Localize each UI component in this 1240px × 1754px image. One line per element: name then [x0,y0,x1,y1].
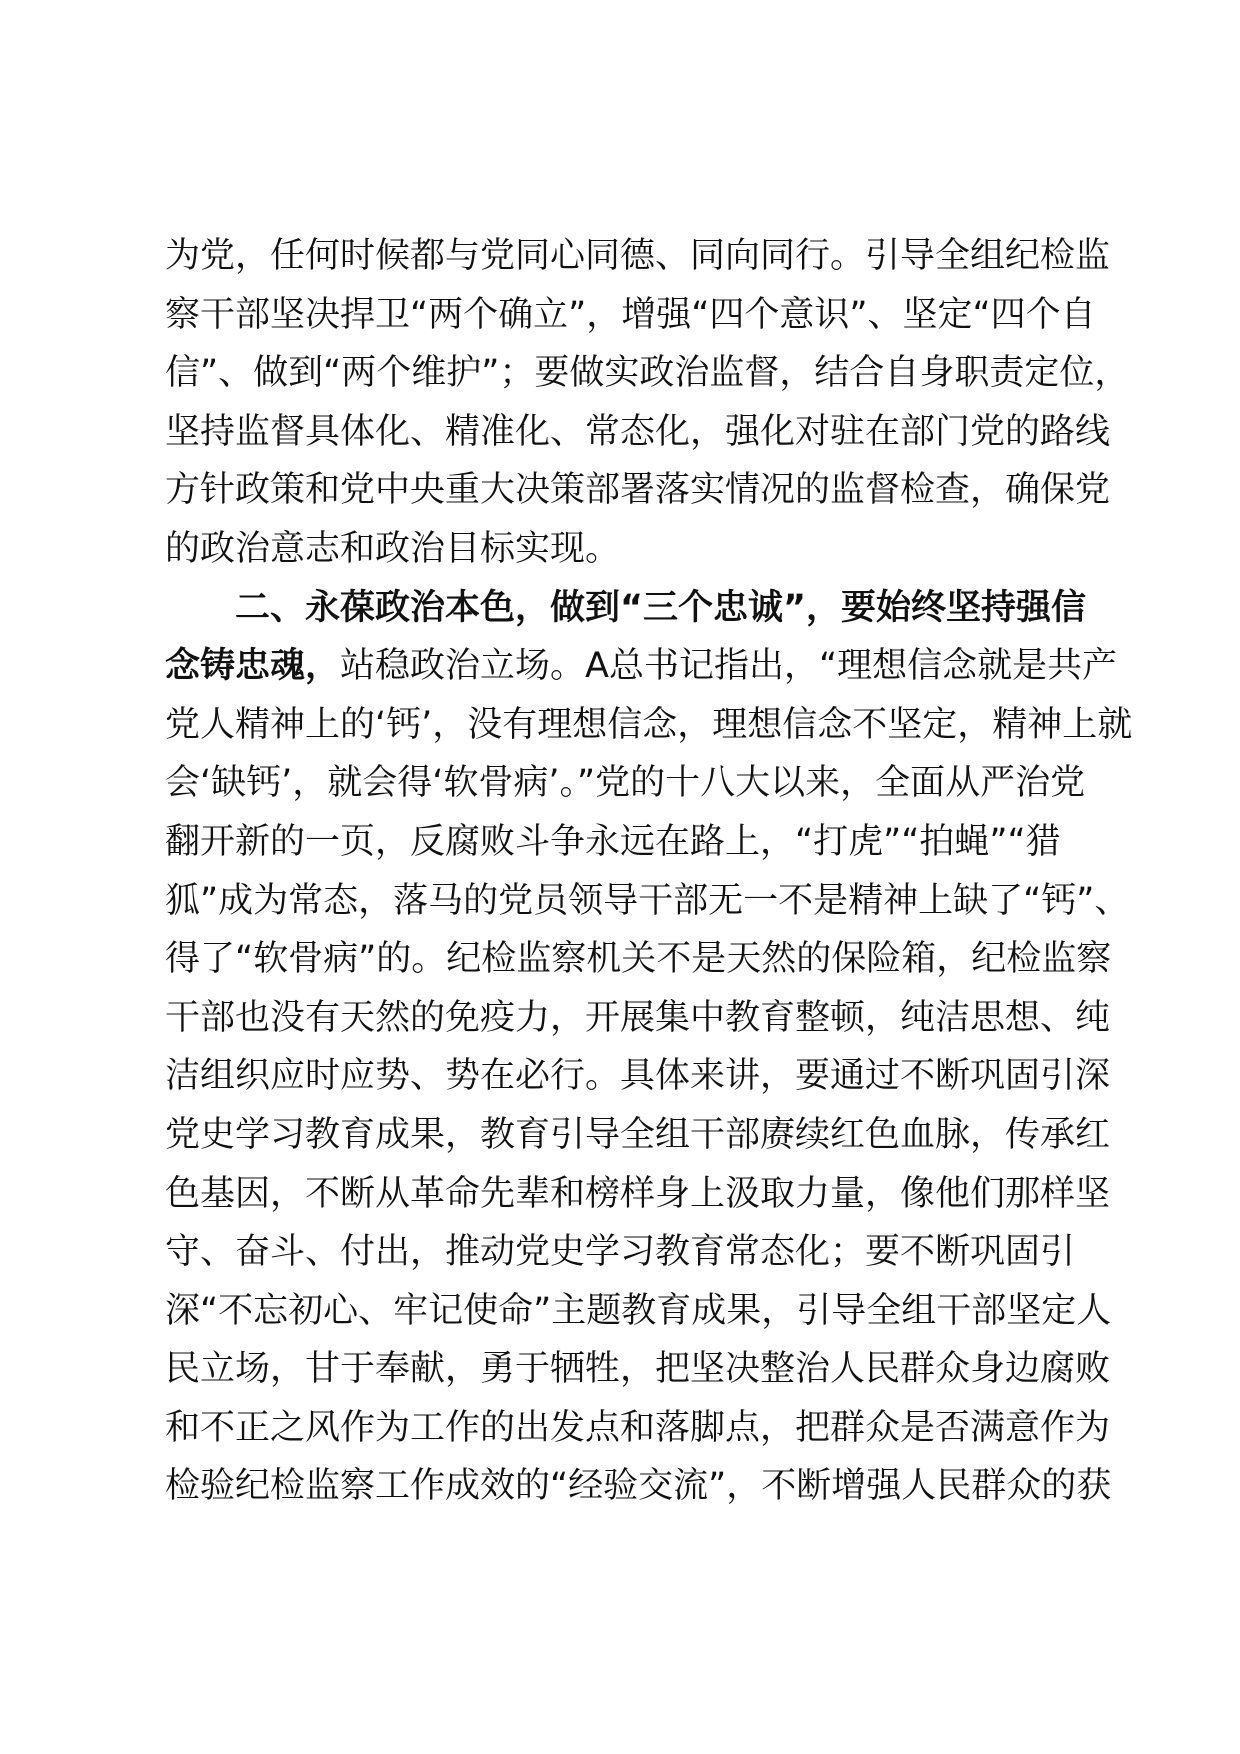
text-line: 检验纪检监察工作成效的“经验交流”，不断增强人民群众的获 [165,1466,1112,1507]
heading-continuation: 念铸忠魂， [165,646,341,687]
text-line: 察干部坚决捍卫“两个确立”，增强“四个意识”、坚定“四个自 [165,294,1096,335]
text-line: 为党，任何时候都与党同心同德、同向同行。引导全组纪检监 [165,236,1111,276]
text-line: 党史学习教育成果，教育引导全组干部赓续红色血脉，传承红 [165,1114,1111,1155]
text-line: 深“不忘初心、牢记使命”主题教育成果，引导全组干部坚定人 [165,1290,1112,1331]
text-line: 的政治意志和政治目标实现。 [165,528,621,569]
text-line: 色基因，不断从革命先辈和榜样身上汲取力量，像他们那样坚 [165,1173,1111,1214]
text-line: 党人精神上的‘钙’，没有理想信念，理想信念不坚定，精神上就 [165,704,1133,745]
document-body [165,227,1133,1516]
text-line: 得了“软骨病”的。纪检监察机关不是天然的保险箱，纪检监察 [165,939,1112,980]
text-line: 信”、做到“两个维护”；要做实政治监督，结合自身职责定位， [165,353,1130,394]
text-line [165,637,1118,696]
text-line: 民立场，甘于奉献，勇于牺牲，把坚决整治人民群众身边腐败 [165,1349,1111,1390]
text-line: 狐”成为常态，落马的党员领导干部无一不是精神上缺了“钙”、 [165,880,1130,921]
section-heading-line: 二、永葆政治本色，做到“三个忠诚”，要始终坚持强信 [235,587,1087,628]
text-line: 守、奋斗、付出，推动党史学习教育常态化；要不断巩固引 [165,1232,1076,1273]
text-line: 会‘缺钙’，就会得‘软骨病’。”党的十八大以来，全面从严治党 [165,763,1086,804]
text-line: 翻开新的一页，反腐败斗争永远在路上，“打虎”“拍蝇”“猎 [165,821,1061,862]
text-line: 方针政策和党中央重大决策部署落实情况的监督检查，确保党 [165,470,1111,511]
text-line: 和不正之风作为工作的出发点和落脚点，把群众是否满意作为 [165,1407,1111,1448]
text-line: 洁组织应时应势、势在必行。具体来讲，要通过不断巩固引深 [165,1056,1111,1097]
text-line: 干部也没有天然的免疫力，开展集中教育整顿，纯洁思想、纯 [165,997,1111,1038]
text-run: 站稳政治立场。A总书记指出，“理想信念就是共产 [340,646,1118,687]
text-line: 坚持监督具体化、精准化、常态化，强化对驻在部门党的路线 [165,411,1111,452]
